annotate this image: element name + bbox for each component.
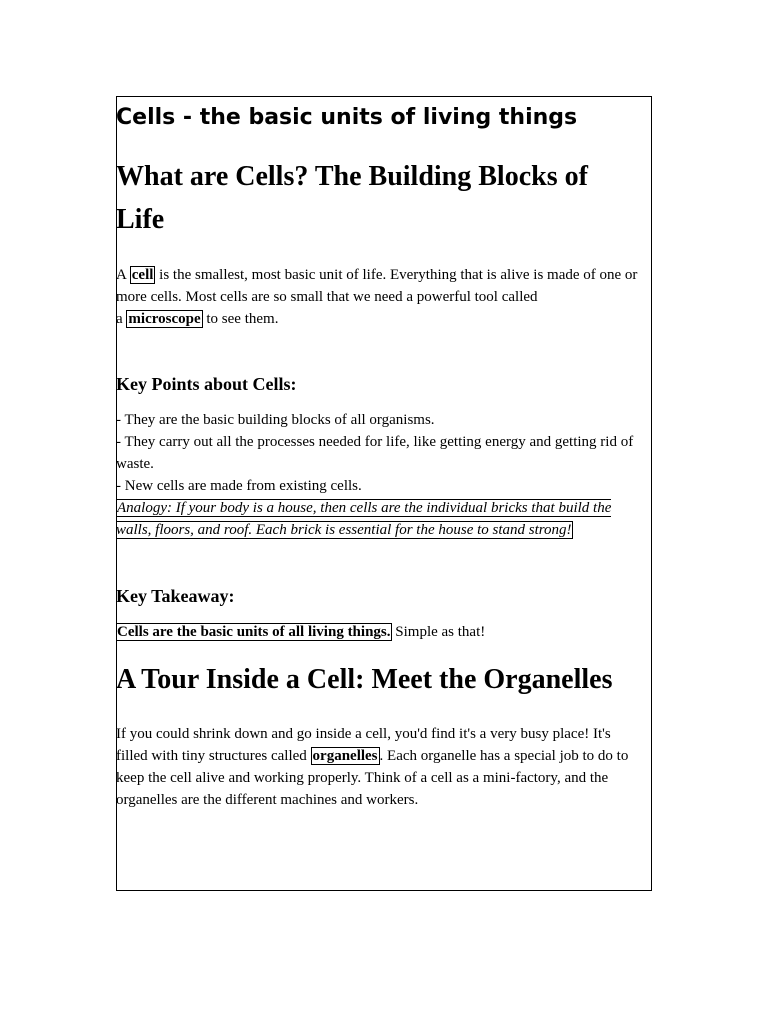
analogy-box [116,499,611,539]
organelles-text: organelles are the different machines and workers. [116,792,419,808]
document-title: Cells - the basic units of living things [116,105,578,130]
section-heading-organelles: A Tour Inside a Cell: Meet the Organelles [116,664,613,695]
key-points-list [116,409,656,541]
takeaway-statement: Cells are the basic units of all living things. [117,624,391,640]
key-point-item: - New cells are made from existing cells. [116,478,362,494]
intro-paragraph [116,264,656,330]
intro-text: a [116,311,127,327]
analogy-line-1: Analogy: If your body is a house, then cells are the individual bricks that build the [117,500,612,516]
intro-text: A [116,267,130,283]
key-point-item: - They are the basic building blocks of all organisms. [116,412,435,428]
intro-text: to see them. [202,311,279,327]
intro-text: is the smallest, most basic unit of life. Everything that is alive is made of one or [155,267,638,283]
heading-line-1: What are Cells? The Building Blocks of [116,161,588,192]
section-heading-what-are-cells [116,155,652,241]
organelles-text: . Each organelle has a special job to do to [379,748,629,764]
organelles-text: keep the cell alive and working properly. Think of a cell as a mini-factory, and the [116,770,609,786]
organelles-text: filled with tiny structures called [116,748,311,764]
term-microscope: microscope [128,311,201,327]
key-points-heading: Key Points about Cells: [116,374,297,394]
takeaway-paragraph [116,621,656,643]
intro-text: more cells. Most cells are so small that we need a powerful tool called [116,289,538,305]
term-cell: cell [131,267,154,283]
key-point-item: - They carry out all the processes needed for life, like getting energy and getting rid of [116,434,634,450]
heading-line-2: Life [116,204,165,235]
takeaway-suffix: Simple as that! [391,624,486,640]
takeaway-heading: Key Takeaway: [116,586,235,606]
key-point-item: waste. [116,456,154,472]
organelles-text: If you could shrink down and go inside a cell, you'd find it's a very busy place! It's [116,726,611,742]
organelles-paragraph [116,723,656,811]
analogy-line-2: walls, floors, and roof. Each brick is essential for the house to stand strong! [116,522,572,538]
term-organelles: organelles [312,748,378,764]
